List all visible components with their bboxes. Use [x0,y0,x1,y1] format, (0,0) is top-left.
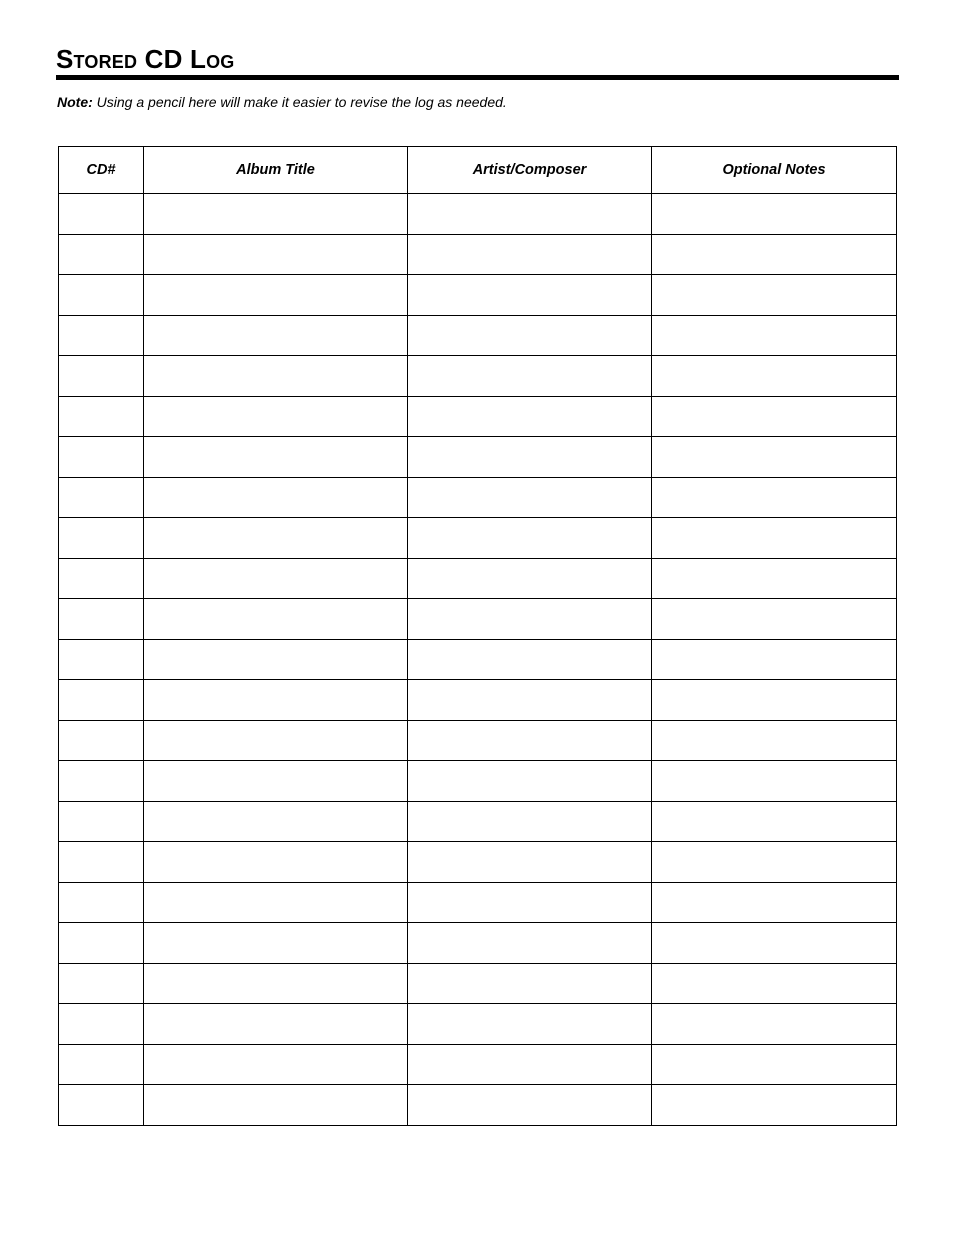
table-row [59,275,897,316]
album-title-cell[interactable] [144,1004,408,1045]
cd-number-cell[interactable] [59,882,144,923]
cd-number-cell[interactable] [59,437,144,478]
album-title-cell[interactable] [144,680,408,721]
table-row [59,720,897,761]
note-text: Using a pencil here will make it easier to revise the log as needed. [96,94,507,110]
album-title-cell[interactable] [144,315,408,356]
optional-notes-cell[interactable] [652,882,897,923]
artist-composer-cell[interactable] [408,437,652,478]
table-row [59,437,897,478]
album-title-cell[interactable] [144,599,408,640]
artist-composer-cell[interactable] [408,356,652,397]
table-row [59,356,897,397]
album-title-cell[interactable] [144,761,408,802]
album-title-cell[interactable] [144,437,408,478]
cd-number-cell[interactable] [59,396,144,437]
cd-log-table [58,146,897,1126]
cd-number-cell[interactable] [59,761,144,802]
optional-notes-cell[interactable] [652,356,897,397]
artist-composer-cell[interactable] [408,963,652,1004]
album-title-cell[interactable] [144,842,408,883]
album-title-cell[interactable] [144,923,408,964]
album-title-cell[interactable] [144,639,408,680]
title-divider [56,75,899,80]
artist-composer-cell[interactable] [408,194,652,235]
artist-composer-cell[interactable] [408,396,652,437]
album-title-cell[interactable] [144,356,408,397]
note-label: Note: [57,94,93,110]
artist-composer-cell[interactable] [408,1004,652,1045]
optional-notes-cell[interactable] [652,720,897,761]
artist-composer-cell[interactable] [408,558,652,599]
optional-notes-cell[interactable] [652,315,897,356]
cd-number-cell[interactable] [59,842,144,883]
album-title-cell[interactable] [144,194,408,235]
artist-composer-cell[interactable] [408,680,652,721]
table-row [59,1004,897,1045]
table-row [59,315,897,356]
table-header-row [59,147,897,194]
optional-notes-cell[interactable] [652,1085,897,1126]
table-row [59,923,897,964]
cd-number-cell[interactable] [59,558,144,599]
optional-notes-cell[interactable] [652,194,897,235]
artist-composer-cell[interactable] [408,234,652,275]
optional-notes-cell[interactable] [652,680,897,721]
table-row [59,801,897,842]
artist-composer-cell[interactable] [408,315,652,356]
table-row [59,1044,897,1085]
optional-notes-cell[interactable] [652,923,897,964]
album-title-cell[interactable] [144,801,408,842]
cd-number-cell[interactable] [59,1004,144,1045]
cd-number-cell[interactable] [59,680,144,721]
optional-notes-cell[interactable] [652,963,897,1004]
artist-composer-cell[interactable] [408,801,652,842]
cd-number-cell[interactable] [59,599,144,640]
optional-notes-cell[interactable] [652,396,897,437]
cd-number-cell[interactable] [59,801,144,842]
optional-notes-cell[interactable] [652,558,897,599]
cd-number-cell[interactable] [59,963,144,1004]
artist-composer-cell[interactable] [408,275,652,316]
table-row [59,963,897,1004]
cd-number-cell[interactable] [59,194,144,235]
album-title-cell[interactable] [144,720,408,761]
album-title-cell[interactable] [144,518,408,559]
optional-notes-cell[interactable] [652,801,897,842]
table-row [59,882,897,923]
album-title-cell[interactable] [144,558,408,599]
artist-composer-cell[interactable] [408,842,652,883]
artist-composer-cell[interactable] [408,639,652,680]
table-row [59,396,897,437]
table-row [59,518,897,559]
cd-number-cell[interactable] [59,518,144,559]
table-row [59,680,897,721]
artist-composer-cell[interactable] [408,923,652,964]
cd-number-cell[interactable] [59,639,144,680]
artist-composer-cell[interactable] [408,518,652,559]
optional-notes-cell[interactable] [652,1004,897,1045]
table-row [59,1085,897,1126]
column-header-cd-number: CD# [59,147,144,194]
column-header-optional-notes: Optional Notes [652,147,897,194]
optional-notes-cell[interactable] [652,1044,897,1085]
cd-number-cell[interactable] [59,720,144,761]
table-row [59,558,897,599]
album-title-cell[interactable] [144,234,408,275]
page-title: Stored CD Log [56,44,235,74]
artist-composer-cell[interactable] [408,720,652,761]
album-title-cell[interactable] [144,882,408,923]
album-title-cell[interactable] [144,477,408,518]
artist-composer-cell[interactable] [408,761,652,802]
optional-notes-cell[interactable] [652,234,897,275]
column-header-artist-composer: Artist/Composer [408,147,652,194]
note [57,93,507,111]
artist-composer-cell[interactable] [408,477,652,518]
optional-notes-cell[interactable] [652,437,897,478]
table-row [59,639,897,680]
optional-notes-cell[interactable] [652,639,897,680]
cd-number-cell[interactable] [59,1085,144,1126]
optional-notes-cell[interactable] [652,477,897,518]
column-header-album-title: Album Title [144,147,408,194]
cd-number-cell[interactable] [59,477,144,518]
artist-composer-cell[interactable] [408,882,652,923]
optional-notes-cell[interactable] [652,842,897,883]
cd-number-cell[interactable] [59,234,144,275]
table-row [59,599,897,640]
album-title-cell[interactable] [144,396,408,437]
cd-number-cell[interactable] [59,275,144,316]
table-row [59,194,897,235]
table-body [59,194,897,1126]
album-title-cell[interactable] [144,1085,408,1126]
optional-notes-cell[interactable] [652,518,897,559]
table-row [59,477,897,518]
album-title-cell[interactable] [144,963,408,1004]
optional-notes-cell[interactable] [652,761,897,802]
optional-notes-cell[interactable] [652,275,897,316]
artist-composer-cell[interactable] [408,1044,652,1085]
optional-notes-cell[interactable] [652,599,897,640]
cd-number-cell[interactable] [59,315,144,356]
table-row [59,842,897,883]
table-row [59,234,897,275]
cd-number-cell[interactable] [59,923,144,964]
album-title-cell[interactable] [144,275,408,316]
artist-composer-cell[interactable] [408,599,652,640]
cd-number-cell[interactable] [59,356,144,397]
table-row [59,761,897,802]
artist-composer-cell[interactable] [408,1085,652,1126]
album-title-cell[interactable] [144,1044,408,1085]
cd-number-cell[interactable] [59,1044,144,1085]
